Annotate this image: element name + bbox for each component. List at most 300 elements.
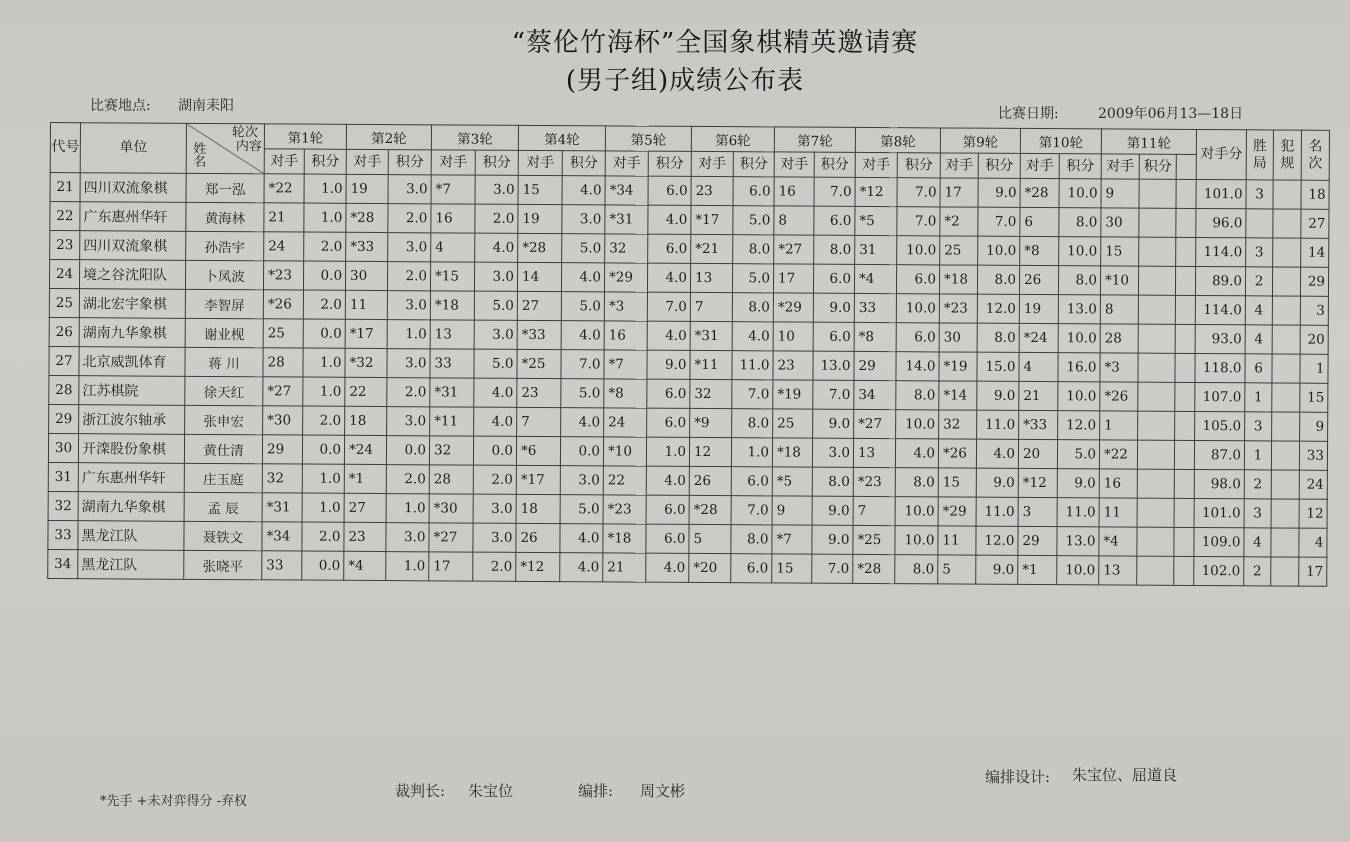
opponent-total: 87.0 [1194, 440, 1244, 469]
round-score: 10.0 [896, 294, 939, 323]
round-score: 9.0 [977, 381, 1019, 410]
header-code: 代号 [50, 123, 80, 173]
round-score: 8.0 [977, 323, 1019, 352]
player-unit: 湖南九华象棋 [78, 492, 184, 522]
header-opponent: 对手 [1020, 153, 1059, 178]
scheduler-label: 编排: [578, 782, 614, 800]
fouls-count [1272, 296, 1300, 325]
round-score: 4.0 [646, 466, 689, 495]
round-opponent: *21 [691, 234, 733, 263]
rank-value: 12 [1299, 499, 1327, 528]
header-score: 积分 [814, 152, 855, 177]
round-opponent: 32 [690, 379, 732, 408]
round-score: 3.0 [474, 320, 517, 349]
round-opponent: *12 [516, 552, 560, 581]
round-opponent: 21 [603, 553, 646, 582]
round-opponent: 8 [1100, 295, 1138, 324]
round-opponent: *24 [344, 435, 386, 464]
rank-value: 15 [1300, 383, 1328, 412]
player-unit: 黑龙江队 [78, 550, 184, 580]
round-opponent: *8 [1020, 236, 1059, 265]
header-opponent: 对手 [774, 152, 814, 177]
header-round-label: 轮次 [231, 125, 258, 141]
header-round: 第6轮 [691, 126, 774, 152]
header-score: 积分 [562, 151, 605, 176]
round-opponent: *11 [690, 350, 732, 379]
player-name: 聂铁文 [184, 521, 262, 550]
round-score [1137, 440, 1174, 469]
player-code: 34 [48, 549, 78, 578]
round-opponent: *29 [938, 497, 976, 526]
round-score: 8.0 [1058, 266, 1100, 295]
round-score: 7.0 [731, 496, 772, 525]
round-opponent: 30 [939, 323, 977, 352]
rank-value: 1 [1300, 354, 1328, 383]
round-opponent: 7 [690, 292, 732, 321]
round-score: 2.0 [388, 204, 431, 233]
round-score: 10.0 [1058, 382, 1100, 411]
legend-note: *先手 +未对弈得分 -弃权 [100, 794, 248, 809]
wins-count: 6 [1245, 354, 1272, 383]
wins-count: 3 [1246, 180, 1273, 209]
round-opponent: *27 [429, 523, 473, 552]
round-score: 1.0 [731, 438, 772, 467]
round-score: 0.0 [303, 319, 345, 348]
round-score: 1.0 [303, 377, 345, 406]
round-opponent: *11 [430, 407, 474, 436]
fouls-count [1273, 238, 1301, 267]
round-score: 4.0 [976, 439, 1018, 468]
header-score: 积分 [1059, 154, 1101, 179]
round-score: 3.0 [388, 175, 431, 204]
round-score: 7.0 [813, 380, 854, 409]
round-opponent: *9 [690, 408, 732, 437]
round-score: 8.0 [733, 235, 774, 264]
header-round: 第11轮 [1101, 129, 1196, 155]
header-opponent: 对手 [518, 150, 562, 175]
round-score: 12.0 [977, 294, 1019, 323]
round-score: 1.0 [386, 552, 429, 581]
round-opponent: 27 [517, 291, 561, 320]
round-score: 3.0 [387, 407, 430, 436]
player-name: 李智屏 [185, 289, 263, 318]
spacer-cell [1175, 411, 1195, 440]
round-score: 4.0 [562, 176, 605, 205]
round-opponent: 18 [516, 494, 560, 523]
round-score: 7.0 [732, 380, 773, 409]
spacer-cell [1174, 469, 1194, 498]
round-opponent: *12 [855, 177, 897, 206]
round-score: 0.0 [560, 437, 603, 466]
header-score: 积分 [304, 149, 346, 174]
round-score: 1.0 [387, 320, 430, 349]
wins-count: 1 [1245, 383, 1272, 412]
round-opponent: 5 [938, 555, 976, 584]
round-opponent: 9 [772, 496, 812, 525]
round-score: 9.0 [813, 293, 854, 322]
round-opponent: 22 [345, 377, 387, 406]
round-opponent: *29 [604, 263, 647, 292]
round-score: 0.0 [303, 261, 345, 290]
wins-count: 2 [1244, 557, 1271, 586]
round-opponent: *18 [772, 438, 812, 467]
header-name-label: 姓名 [193, 141, 207, 170]
header-fouls: 犯规 [1273, 130, 1301, 180]
round-score: 6.0 [646, 495, 689, 524]
round-score [1138, 266, 1175, 295]
header-opponent: 对手 [346, 149, 388, 174]
round-opponent: *19 [773, 380, 813, 409]
round-score: 5.0 [474, 349, 517, 378]
player-unit: 四川双流象棋 [80, 231, 186, 261]
round-opponent: 8 [774, 206, 814, 235]
round-opponent: *31 [690, 321, 732, 350]
round-opponent: *31 [605, 205, 648, 234]
fouls-count [1272, 383, 1300, 412]
round-score: 8.0 [896, 381, 939, 410]
player-code: 27 [49, 346, 79, 375]
header-opponent: 对手 [855, 152, 897, 177]
player-unit: 开滦股份象棋 [78, 434, 184, 464]
round-opponent: 20 [1018, 439, 1057, 468]
spacer-cell [1175, 295, 1195, 324]
round-score [1139, 208, 1176, 237]
round-score: 8.0 [895, 468, 938, 497]
round-score: 5.0 [561, 379, 604, 408]
round-opponent: 14 [517, 262, 561, 291]
opponent-total: 93.0 [1195, 324, 1245, 353]
round-score [1139, 237, 1176, 266]
fouls-count [1271, 528, 1299, 557]
round-score [1138, 295, 1175, 324]
player-name: 黄仕清 [184, 434, 262, 463]
round-opponent: *23 [853, 467, 895, 496]
player-code: 21 [50, 173, 80, 202]
player-unit: 湖南九华象棋 [79, 318, 185, 348]
player-name: 蒋 川 [185, 347, 263, 376]
round-score: 6.0 [733, 177, 774, 206]
opponent-total: 118.0 [1195, 353, 1245, 382]
header-diagonal [186, 123, 264, 173]
round-score [1138, 411, 1175, 440]
round-opponent: 29 [1018, 526, 1057, 555]
opponent-total: 114.0 [1196, 238, 1246, 267]
round-opponent: 15 [518, 175, 562, 204]
player-unit: 湖北宏宇象棋 [79, 289, 185, 319]
wins-count: 3 [1244, 499, 1271, 528]
round-score: 5.0 [562, 234, 605, 263]
round-score: 13.0 [1058, 295, 1100, 324]
round-opponent: *17 [691, 205, 733, 234]
player-unit: 北京威凯体育 [79, 347, 185, 377]
player-code: 31 [48, 462, 78, 491]
round-opponent: *23 [603, 495, 646, 524]
rank-value: 9 [1300, 412, 1328, 441]
round-opponent: *23 [939, 294, 977, 323]
player-code: 26 [49, 317, 79, 346]
header-round: 第7轮 [774, 127, 855, 152]
round-opponent: *7 [431, 175, 475, 204]
player-name: 孙浩宇 [186, 231, 264, 260]
round-opponent: *7 [604, 350, 647, 379]
date-value: 2009年06月13—18日 [1098, 106, 1244, 122]
fouls-count [1273, 180, 1301, 209]
round-opponent: 32 [429, 436, 473, 465]
round-score: 6.0 [813, 264, 854, 293]
round-score: 9.0 [978, 178, 1020, 207]
opponent-total: 96.0 [1196, 209, 1246, 238]
round-score: 2.0 [387, 378, 430, 407]
round-opponent: *8 [854, 322, 896, 351]
round-opponent: *17 [345, 319, 387, 348]
player-code: 22 [50, 202, 80, 231]
round-opponent: 29 [854, 351, 896, 380]
round-opponent: *12 [1018, 468, 1057, 497]
round-opponent: 29 [262, 435, 302, 464]
opponent-total: 101.0 [1194, 498, 1244, 527]
chief-referee-name: 朱宝位 [468, 782, 514, 800]
wins-count: 4 [1245, 325, 1272, 354]
header-opponent: 对手 [1101, 154, 1139, 179]
round-score: 2.0 [387, 262, 430, 291]
round-opponent: 28 [429, 465, 473, 494]
round-score: 8.0 [732, 409, 773, 438]
round-score: 9.0 [812, 525, 853, 554]
round-score [1138, 324, 1175, 353]
round-opponent: *4 [344, 551, 386, 580]
player-name: 张晓平 [184, 550, 262, 579]
round-opponent: 4 [1019, 352, 1058, 381]
player-code: 28 [49, 375, 79, 404]
round-score: 13.0 [813, 351, 854, 380]
round-opponent: *10 [603, 437, 646, 466]
header-opponent: 对手 [431, 150, 475, 175]
rank-value: 17 [1299, 557, 1327, 586]
round-score: 4.0 [474, 407, 517, 436]
round-score: 5.0 [474, 291, 517, 320]
round-score [1137, 498, 1174, 527]
round-opponent: 13 [1099, 556, 1137, 585]
round-opponent: 11 [345, 290, 387, 319]
round-opponent: 23 [691, 176, 733, 205]
player-unit: 四川双流象棋 [80, 173, 186, 203]
round-opponent: *18 [603, 524, 646, 553]
round-opponent: 32 [605, 234, 648, 263]
round-opponent: *23 [263, 261, 303, 290]
round-score: 10.0 [895, 526, 938, 555]
round-opponent: *5 [772, 467, 812, 496]
round-score: 9.0 [976, 468, 1018, 497]
round-opponent: 30 [1101, 208, 1139, 237]
table-header [50, 123, 1329, 181]
round-score: 6.0 [731, 467, 772, 496]
round-opponent: 1 [1100, 411, 1138, 440]
round-opponent: 16 [1099, 469, 1137, 498]
round-score: 6.0 [813, 322, 854, 351]
round-opponent: 32 [262, 464, 302, 493]
round-score: 8.0 [895, 555, 938, 584]
round-opponent: *4 [1099, 527, 1137, 556]
round-score: 9.0 [976, 555, 1018, 584]
round-score: 1.0 [646, 437, 689, 466]
document-title: “蔡伦竹海杯”全国象棋精英邀请赛 [511, 28, 919, 58]
round-opponent: 24 [264, 232, 304, 261]
round-score: 4.0 [474, 378, 517, 407]
round-opponent: *3 [1100, 353, 1138, 382]
player-name: 谢业枧 [185, 318, 263, 347]
header-round: 第3轮 [431, 125, 518, 151]
round-score: 3.0 [473, 494, 516, 523]
round-score: 3.0 [473, 523, 516, 552]
fouls-count [1272, 267, 1300, 296]
round-score: 1.0 [302, 493, 344, 522]
wins-count: 4 [1244, 528, 1271, 557]
fouls-count [1271, 441, 1299, 470]
round-score: 6.0 [647, 379, 690, 408]
round-opponent: 19 [518, 204, 562, 233]
wins-count: 2 [1245, 267, 1272, 296]
round-opponent: 28 [1100, 324, 1138, 353]
round-opponent: *28 [853, 554, 895, 583]
round-score: 3.0 [560, 466, 603, 495]
header-wins: 胜局 [1246, 130, 1273, 180]
round-opponent: 16 [604, 321, 647, 350]
round-score: 10.0 [1057, 556, 1099, 585]
spacer-cell [1174, 440, 1194, 469]
round-opponent: 13 [430, 320, 474, 349]
round-opponent: 25 [940, 236, 978, 265]
round-score: 7.0 [561, 350, 604, 379]
round-opponent: *3 [604, 292, 647, 321]
round-opponent: 26 [516, 523, 560, 552]
round-score: 1.0 [304, 203, 346, 232]
round-opponent: 12 [689, 437, 731, 466]
round-score: 6.0 [647, 408, 690, 437]
round-opponent: *30 [429, 494, 473, 523]
header-round: 第1轮 [264, 124, 346, 150]
round-opponent: *28 [518, 233, 562, 262]
round-opponent: *1 [1018, 555, 1057, 584]
round-score: 7.0 [897, 207, 940, 236]
round-opponent: 22 [603, 466, 646, 495]
round-score: 10.0 [895, 497, 938, 526]
player-unit: 广东惠州华轩 [78, 463, 184, 493]
round-score: 4.0 [647, 321, 690, 350]
round-opponent: *2 [940, 207, 978, 236]
round-opponent: 30 [345, 261, 387, 290]
round-score: 7.0 [814, 177, 855, 206]
round-score: 7.0 [812, 554, 853, 583]
round-opponent: *6 [516, 436, 560, 465]
round-score: 11.0 [976, 497, 1018, 526]
round-score: 1.0 [304, 174, 346, 203]
round-opponent: 31 [855, 235, 897, 264]
header-score: 积分 [897, 153, 940, 178]
header-opponent: 对手 [605, 151, 648, 176]
round-opponent: 23 [773, 351, 813, 380]
round-score: 1.0 [303, 348, 345, 377]
round-score: 3.0 [562, 205, 605, 234]
round-score: 3.0 [474, 262, 517, 291]
rank-value: 14 [1301, 238, 1329, 267]
round-opponent: 10 [773, 322, 813, 351]
round-opponent: 28 [263, 348, 303, 377]
header-round: 第2轮 [346, 124, 431, 150]
fouls-count [1272, 325, 1300, 354]
round-score: 10.0 [1059, 237, 1101, 266]
round-score: 5.0 [733, 206, 774, 235]
opponent-total: 109.0 [1194, 527, 1244, 556]
round-opponent: 18 [345, 406, 387, 435]
round-score: 8.0 [731, 525, 772, 554]
fouls-count [1271, 499, 1299, 528]
round-score: 9.0 [647, 350, 690, 379]
round-opponent: *22 [264, 174, 304, 203]
round-score: 2.0 [475, 204, 518, 233]
round-opponent: *27 [263, 377, 303, 406]
round-opponent: 33 [430, 349, 474, 378]
rank-value: 3 [1300, 296, 1328, 325]
round-score: 2.0 [303, 406, 345, 435]
round-opponent: *18 [430, 291, 474, 320]
rank-value: 24 [1299, 470, 1327, 499]
round-score: 4.0 [560, 524, 603, 553]
player-code: 33 [48, 520, 78, 549]
round-score: 8.0 [814, 235, 855, 264]
round-score: 4.0 [646, 553, 689, 582]
header-content-label: 内容 [235, 139, 262, 155]
round-score: 0.0 [386, 436, 429, 465]
round-score: 3.0 [388, 233, 431, 262]
round-opponent: *17 [516, 465, 560, 494]
round-score: 6.0 [896, 265, 939, 294]
header-opponent: 对手 [264, 149, 304, 174]
round-score: 5.0 [1057, 440, 1099, 469]
round-score: 4.0 [475, 233, 518, 262]
round-opponent: *24 [1019, 323, 1058, 352]
spacer-cell [1176, 179, 1196, 208]
player-unit: 浙江波尔轴承 [79, 405, 185, 435]
design-label: 编排设计: [985, 768, 1051, 786]
round-opponent: *25 [853, 525, 895, 554]
table-body [48, 173, 1329, 587]
round-opponent: 26 [689, 466, 731, 495]
player-unit: 广东惠州华轩 [80, 202, 186, 232]
round-score: 2.0 [304, 232, 346, 261]
round-score: 5.0 [561, 292, 604, 321]
round-score: 2.0 [303, 290, 345, 319]
header-score: 积分 [978, 153, 1020, 178]
chief-referee-label: 裁判长: [395, 782, 446, 800]
player-code: 30 [48, 433, 78, 462]
round-opponent: 3 [1018, 497, 1057, 526]
header-round: 第9轮 [940, 128, 1020, 153]
scheduler-name: 周文彬 [640, 782, 686, 800]
round-score: 8.0 [1059, 208, 1101, 237]
date-label: 比赛日期: [998, 106, 1059, 122]
header-score: 积分 [1139, 154, 1176, 179]
round-opponent: *30 [263, 406, 303, 435]
round-opponent: 21 [1019, 381, 1058, 410]
round-score: 6.0 [648, 234, 691, 263]
round-score: 6.0 [731, 554, 772, 583]
wins-count: 1 [1244, 441, 1271, 470]
round-opponent: 15 [938, 468, 976, 497]
round-score: 4.0 [561, 263, 604, 292]
opponent-total: 107.0 [1195, 382, 1245, 411]
round-score: 2.0 [473, 465, 516, 494]
round-opponent: 16 [774, 177, 814, 206]
